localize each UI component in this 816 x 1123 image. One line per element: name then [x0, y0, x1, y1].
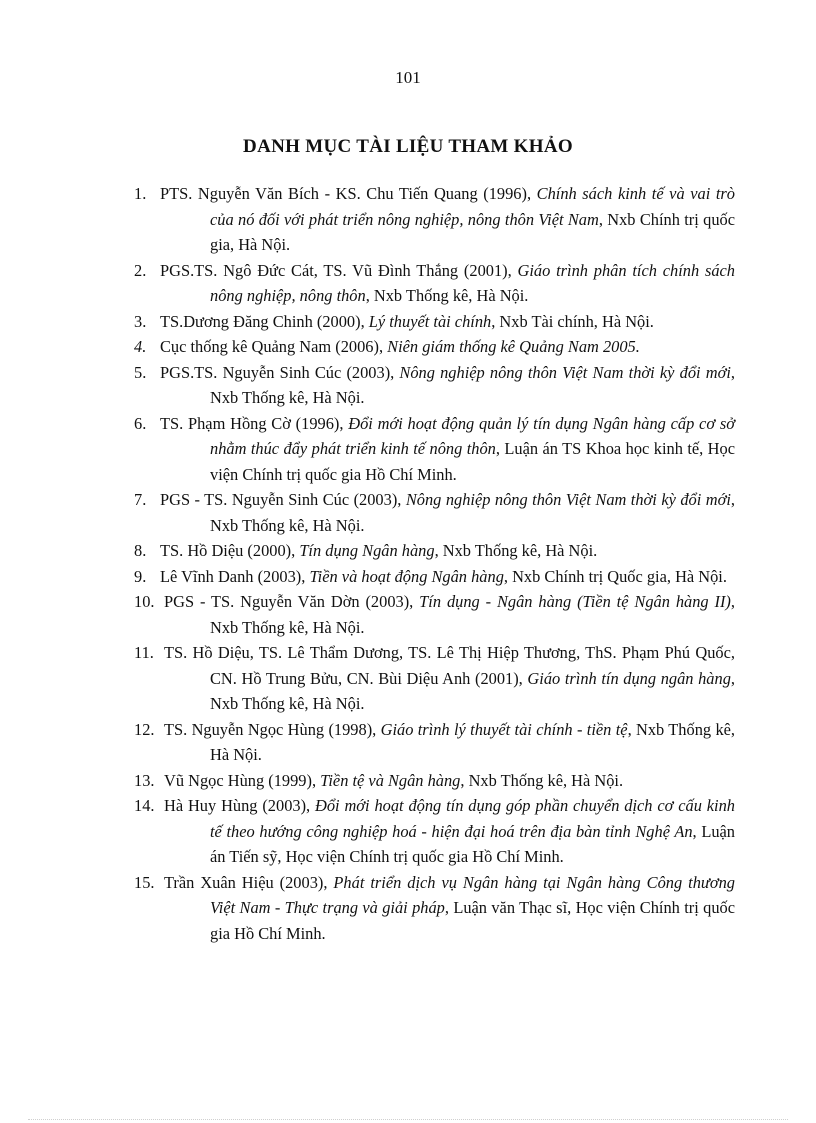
- reference-title: Giáo trình tín dụng ngân hàng: [527, 668, 731, 688]
- reference-authors: PGS - TS. Nguyễn Văn Dờn (2003),: [164, 592, 420, 611]
- reference-title: Đổi mới hoạt động tín dụng góp phần chuyển dịch cơ cấu kinh tế theo hướng công nghiệp hoá - hiện đại hoá trên địa bàn tỉnh Nghệ An: [210, 796, 735, 841]
- reference-number: 15.: [134, 872, 155, 892]
- reference-number: 12.: [134, 719, 155, 739]
- reference-title: Nông nghiệp nông thôn Việt Nam thời kỳ đổi mới: [399, 362, 731, 382]
- reference-authors: Trần Xuân Hiệu (2003),: [164, 872, 334, 892]
- reference-publisher: , Nxb Thống kê, Hà Nội.: [210, 362, 735, 407]
- reference-item: [134, 334, 735, 360]
- page-bottom-divider: [28, 1119, 788, 1120]
- reference-title: Phát triển dịch vụ Ngân hàng tại Ngân hàng Công thương Việt Nam - Thực trạng và giải pháp: [210, 872, 735, 917]
- reference-title: Giáo trình phân tích chính sách nông nghiệp, nông thôn: [210, 260, 736, 305]
- reference-item: [134, 564, 735, 590]
- reference-authors: Cục thống kê Quảng Nam (2006),: [160, 337, 388, 356]
- reference-title: Tín dụng Ngân hàng: [299, 541, 435, 560]
- reference-publisher: , Luận án Tiến sỹ, Học viện Chính trị quốc gia Hồ Chí Minh.: [210, 821, 735, 866]
- reference-authors: PGS.TS. Nguyễn Sinh Cúc (2003),: [160, 362, 400, 382]
- reference-item: [134, 360, 735, 411]
- reference-authors: TS. Phạm Hồng Cờ (1996),: [160, 413, 349, 433]
- reference-publisher: , Nxb Thống kê, Hà Nội.: [460, 770, 624, 790]
- reference-number: 8.: [134, 541, 147, 560]
- reference-authors: TS. Nguyễn Ngọc Hùng (1998),: [164, 719, 381, 739]
- reference-item: [134, 793, 735, 870]
- page-number: 101: [395, 68, 421, 87]
- reference-publisher: , Luận văn Thạc sĩ, Học viện Chính trị quốc gia Hồ Chí Minh.: [210, 898, 736, 943]
- reference-number: 14.: [134, 796, 155, 815]
- reference-item: [134, 538, 735, 564]
- reference-number: 3.: [134, 311, 147, 331]
- reference-title: Giáo trình lý thuyết tài chính - tiền tệ: [380, 719, 628, 739]
- reference-item: [134, 309, 735, 335]
- reference-number: 10.: [134, 592, 155, 611]
- reference-title: Lý thuyết tài chính: [368, 311, 492, 331]
- reference-item: [134, 640, 735, 717]
- reference-authors: PTS. Nguyễn Văn Bích - KS. Chu Tiến Quang (1996),: [160, 184, 537, 203]
- reference-list: [134, 181, 735, 946]
- reference-publisher: , Nxb Thống kê, Hà Nội.: [210, 592, 735, 637]
- reference-title: Tiền tệ và Ngân hàng: [320, 770, 461, 790]
- reference-authors: Vũ Ngọc Hùng (1999),: [164, 770, 321, 790]
- reference-publisher: , Nxb Thống kê, Hà Nội.: [365, 286, 529, 305]
- reference-number: 7.: [134, 490, 147, 509]
- reference-authors: PGS - TS. Nguyễn Sinh Cúc (2003),: [160, 490, 406, 509]
- reference-number: 11.: [134, 643, 154, 662]
- reference-item: [134, 717, 735, 768]
- page-title: DANH MỤC TÀI LIỆU THAM KHẢO: [243, 136, 573, 157]
- reference-number: 2.: [134, 260, 147, 280]
- reference-title: Niên giám thống kê Quảng Nam 2005.: [387, 337, 640, 356]
- reference-item: [134, 870, 735, 947]
- reference-authors: Lê Vĩnh Danh (2003),: [160, 566, 310, 586]
- reference-item: [134, 487, 735, 538]
- reference-publisher: , Nxb Tài chính, Hà Nội.: [491, 311, 654, 331]
- reference-publisher: , Nxb Chính trị Quốc gia, Hà Nội.: [503, 566, 727, 586]
- reference-publisher: , Nxb Thống kê, Hà Nội.: [210, 490, 735, 535]
- reference-title: Đổi mới hoạt động quản lý tín dụng Ngân hàng cấp cơ sở nhằm thúc đẩy phát triển kinh tế nông thôn: [210, 413, 735, 458]
- reference-title: Tín dụng - Ngân hàng (Tiền tệ Ngân hàng II): [419, 592, 731, 611]
- reference-title: Tiền và hoạt động Ngân hàng: [309, 566, 504, 586]
- reference-publisher: , Nxb Thống kê, Hà Nội.: [210, 668, 735, 713]
- reference-publisher: , Nxb Chính trị quốc gia, Hà Nội.: [210, 209, 735, 254]
- reference-authors: PGS.TS. Ngô Đức Cát, TS. Vũ Đình Thắng (2001),: [160, 260, 518, 280]
- reference-authors: TS. Hồ Diệu, TS. Lê Thẩm Dương, TS. Lê Thị Hiệp Thương, ThS. Phạm Phú Quốc, CN. Hồ Trung Bửu, CN. Bùi Diệu Anh (2001),: [164, 643, 735, 688]
- reference-number: 9.: [134, 566, 147, 586]
- reference-publisher: , Nxb Thống kê, Hà Nội.: [434, 541, 598, 560]
- reference-authors: TS. Hồ Diệu (2000),: [160, 541, 300, 560]
- reference-authors: Hà Huy Hùng (2003),: [164, 796, 316, 815]
- reference-publisher: , Nxb Thống kê, Hà Nội.: [210, 719, 736, 764]
- reference-item: [134, 411, 735, 488]
- reference-item: [134, 768, 735, 794]
- reference-publisher: , Luận án TS Khoa học kinh tế, Học viện Chính trị quốc gia Hồ Chí Minh.: [210, 439, 735, 484]
- reference-title: Nông nghiệp nông thôn Việt Nam thời kỳ đổi mới: [405, 490, 731, 509]
- reference-authors: TS.Dương Đăng Chinh (2000),: [160, 311, 369, 331]
- reference-item: [134, 258, 735, 309]
- reference-number: 4.: [134, 337, 147, 356]
- reference-number: 5.: [134, 362, 147, 382]
- reference-title: Chính sách kinh tế và vai trò của nó đối với phát triển nông nghiệp, nông thôn Việt Nam: [210, 184, 735, 229]
- reference-number: 13.: [134, 770, 155, 790]
- reference-number: 1.: [134, 184, 147, 203]
- reference-item: [134, 589, 735, 640]
- reference-number: 6.: [134, 413, 147, 433]
- reference-item: [134, 181, 735, 258]
